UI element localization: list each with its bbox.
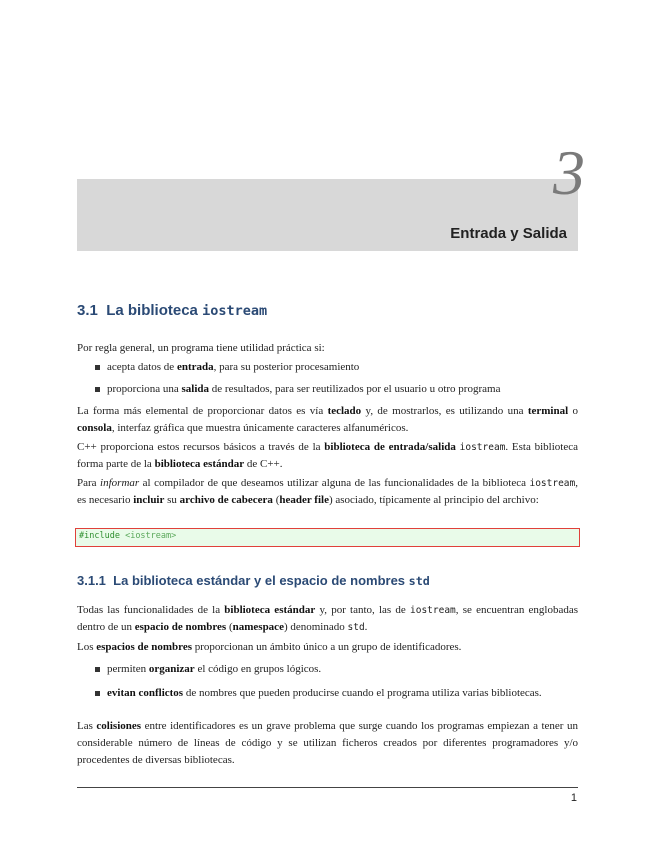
bullet-icon	[95, 359, 105, 376]
paragraph: Todas las funcionalidades de la biblioteca estándar y, por tanto, las de iostream, se encuentran englobadas dentro de un espacio de nombres (namespace) denominado std.	[77, 604, 579, 633]
code-directive: #include	[79, 531, 120, 541]
paragraph-intro: Por regla general, un programa tiene utilidad práctica si:	[77, 342, 325, 354]
code-header: <iostream>	[125, 531, 177, 541]
paragraph: C++ proporciona estos recursos básicos a través de la biblioteca de entrada/salida iostream. Esta biblioteca forma parte de la biblioteca estándar de C++.	[77, 441, 578, 470]
paragraph: La forma más elemental de proporcionar datos es vía teclado y, de mostrarlos, es utilizando una terminal o consola, interfaz gráfica que muestra únicamente caracteres alfanuméricos.	[77, 405, 578, 434]
code-block	[75, 528, 580, 547]
paragraph: Para informar al compilador de que deseamos utilizar alguna de las funcionalidades de la biblioteca iostream, es necesario incluir su archivo de cabecera (header file) asociado, típicamente al principio del archivo:	[77, 477, 578, 506]
footer-rule	[77, 787, 578, 788]
list-item: proporciona una salida de resultados, para ser reutilizados por el usuario u otro programa	[107, 383, 501, 395]
section-title-text: La biblioteca	[106, 302, 198, 319]
page-number: 1	[570, 792, 577, 804]
list-item: permiten organizar el código en grupos lógicos.	[107, 663, 322, 675]
chapter-number: 3	[553, 137, 585, 208]
section-title-text: La biblioteca estándar y el espacio de nombres	[113, 573, 406, 588]
section-title-3-1	[77, 302, 267, 319]
section-title-3-1-1	[77, 573, 430, 588]
section-number: 3.1.1	[77, 573, 106, 588]
chapter-title: Entrada y Salida	[450, 225, 567, 242]
section-title-code: std	[408, 574, 430, 588]
section-title-code: iostream	[202, 303, 268, 319]
list-item: acepta datos de entrada, para su posterior procesamiento	[107, 361, 360, 373]
bullet-icon	[95, 661, 105, 678]
section-number: 3.1	[77, 302, 98, 319]
code-line	[79, 531, 176, 541]
paragraph: Las colisiones entre identificadores es un grave problema que surge cuando los programas empiezan a tener un considerable número de líneas de código y se utilizan ficheros creados por diferentes programadores y/o procedentes de diversas bibliotecas.	[77, 720, 578, 766]
paragraph: Los espacios de nombres proporcionan un ámbito único a un grupo de identificadores.	[77, 641, 462, 653]
bullet-icon	[95, 685, 105, 702]
bullet-icon	[95, 381, 105, 398]
list-item: evitan conflictos de nombres que pueden producirse cuando el programa utiliza varias bibliotecas.	[107, 687, 542, 699]
